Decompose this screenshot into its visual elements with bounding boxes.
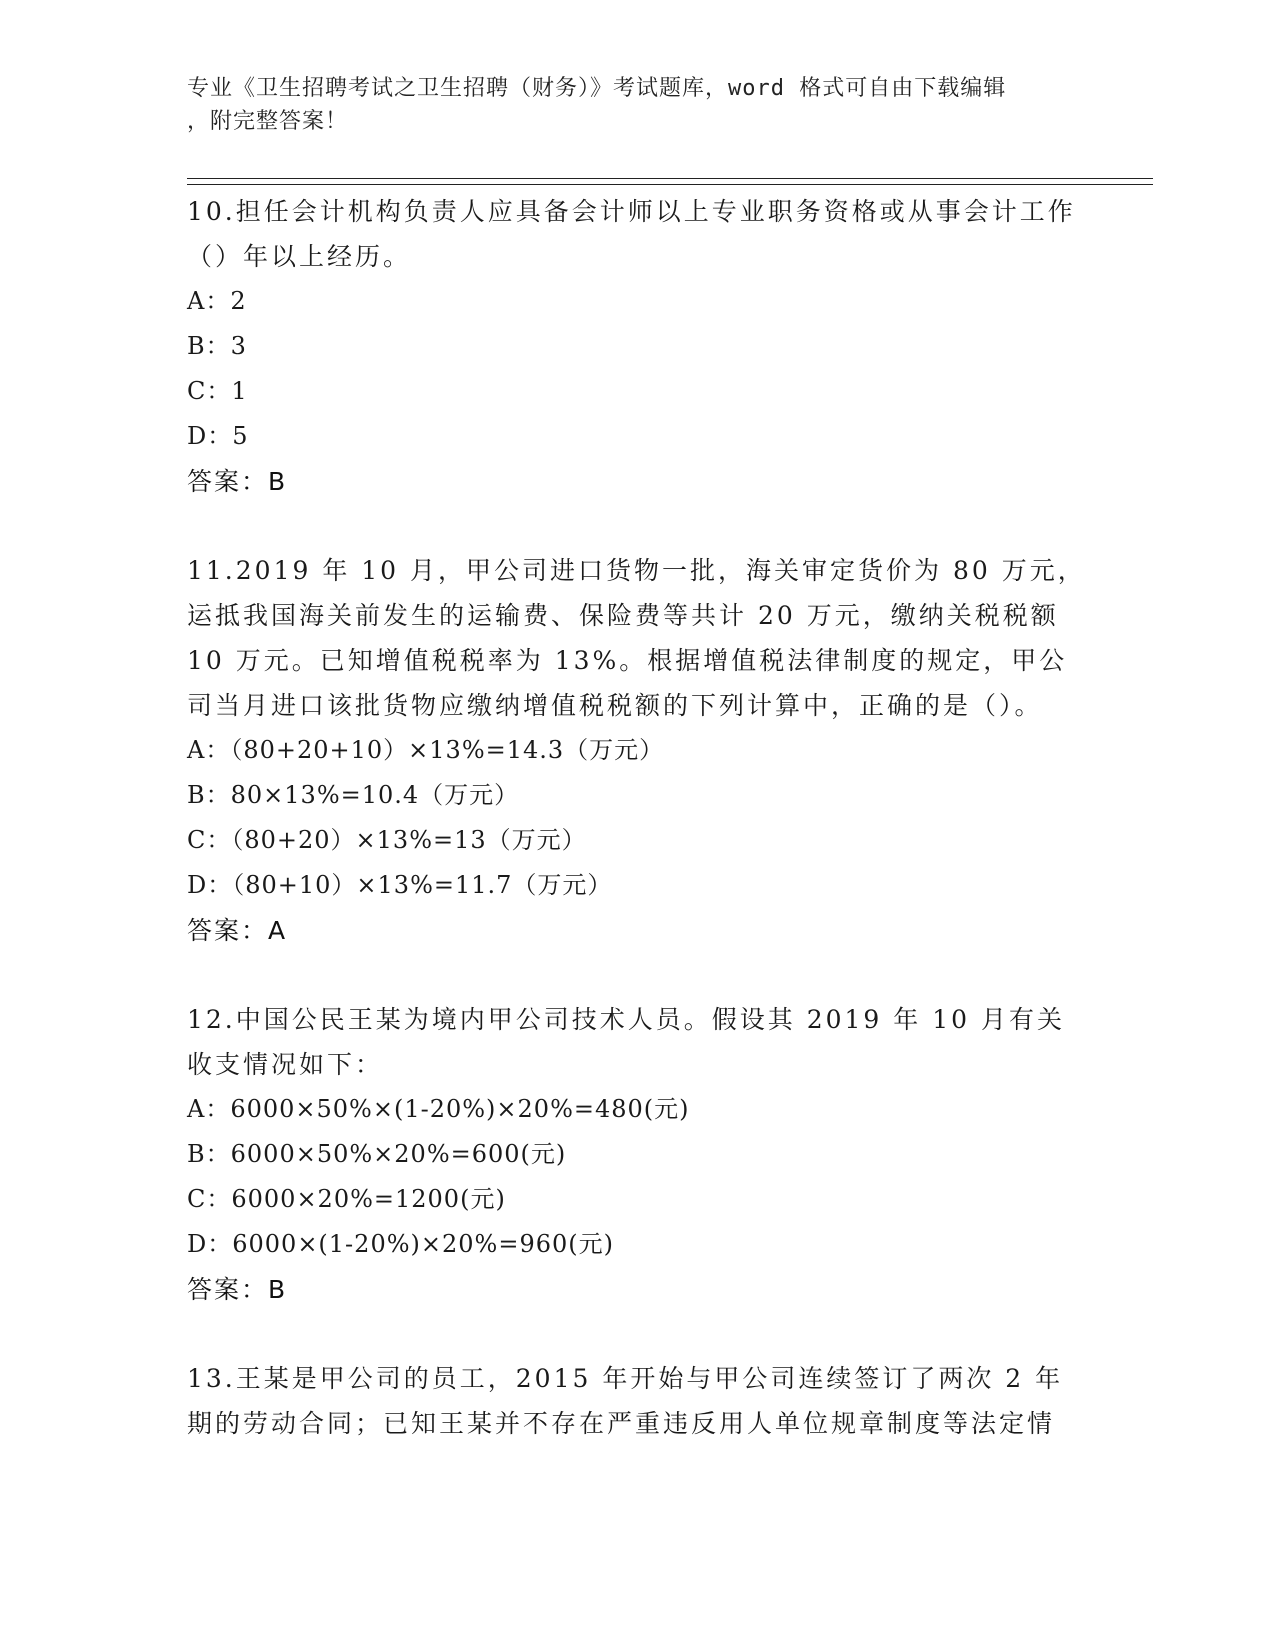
question-list — [187, 189, 1087, 1490]
question-12 — [187, 997, 1087, 1312]
option-b: B：6000×50%×20%=600(元) — [187, 1140, 567, 1168]
option-c: C：（80+20）×13%=13（万元） — [187, 826, 587, 854]
answer-line: 答案：B — [187, 1275, 288, 1304]
document-header — [187, 72, 1067, 138]
option-d: D：（80+10）×13%=11.7（万元） — [187, 871, 613, 899]
option-d: D：6000×(1-20%)×20%=960(元) — [187, 1230, 614, 1258]
question-text: 11.2019 年 10 月，甲公司进口货物一批，海关审定货价为 80 万元，运抵我国海关前发生的运输费、保险费等共计 20 万元，缴纳关税税额 10 万元。已知增值税税率为 13%。根据增值税法律制度的规定，甲公司当月进口该批货物应缴纳增值税税额的下列计算中，正确的是（）。 — [187, 556, 1086, 720]
answer-line: 答案：B — [187, 467, 288, 496]
question-13 — [187, 1356, 1087, 1446]
option-d: D：5 — [187, 422, 249, 450]
option-c: C：1 — [187, 377, 248, 405]
option-b: B：3 — [187, 332, 247, 360]
option-c: C：6000×20%=1200(元) — [187, 1185, 506, 1213]
option-a: A：2 — [187, 287, 247, 315]
header-divider — [187, 178, 1153, 185]
question-text: 13.王某是甲公司的员工，2015 年开始与甲公司连续签订了两次 2 年期的劳动合同；已知王某并不存在严重违反用人单位规章制度等法定情 — [187, 1364, 1064, 1438]
question-text: 12.中国公民王某为境内甲公司技术人员。假设其 2019 年 10 月有关收支情况如下： — [187, 1005, 1065, 1079]
question-11 — [187, 548, 1087, 953]
option-a: A：（80+20+10）×13%=14.3（万元） — [187, 736, 665, 764]
option-b: B：80×13%=10.4（万元） — [187, 781, 520, 809]
question-10 — [187, 189, 1087, 504]
header-line-1: 专业《卫生招聘考试之卫生招聘（财务）》考试题库，word 格式可自由下载编辑 — [187, 76, 1007, 101]
question-text: 10.担任会计机构负责人应具备会计师以上专业职务资格或从事会计工作（）年以上经历。 — [187, 197, 1076, 271]
option-a: A：6000×50%×(1-20%)×20%=480(元) — [187, 1095, 690, 1123]
answer-line: 答案：A — [187, 916, 288, 945]
header-line-2: ，附完整答案！ — [187, 109, 349, 134]
